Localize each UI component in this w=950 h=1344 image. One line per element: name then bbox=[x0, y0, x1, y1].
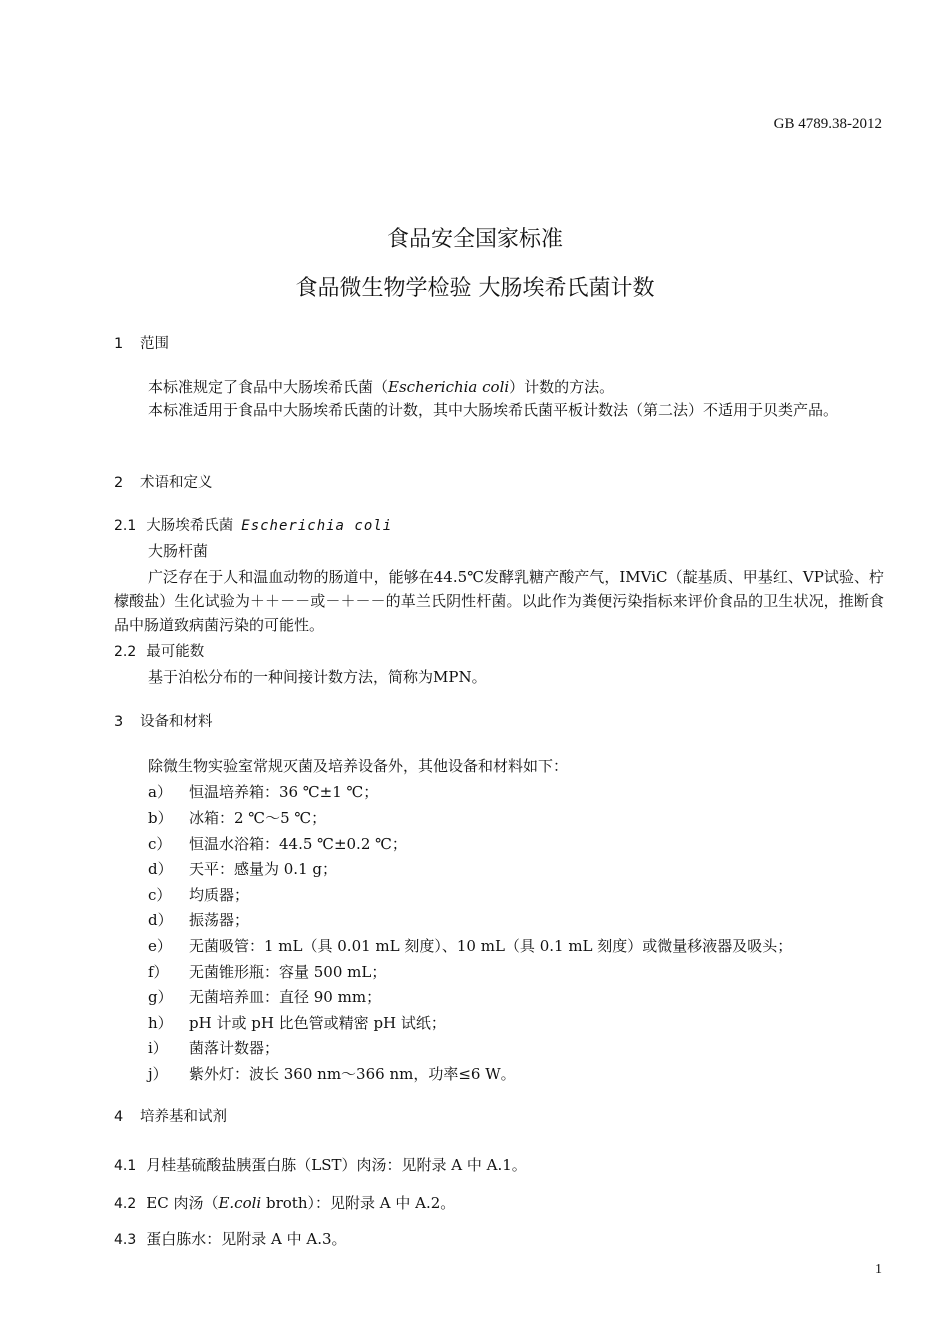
term-2-1-alias: 大肠杆菌 bbox=[148, 542, 209, 560]
item-text: 恒温水浴箱：44.5 ℃±0.2 ℃； bbox=[189, 835, 407, 853]
subsection-number: 2.1 bbox=[114, 518, 137, 534]
latin-name: Escherichia coli bbox=[388, 378, 510, 396]
section-title: 范围 bbox=[140, 336, 169, 352]
section-3-heading bbox=[114, 710, 213, 731]
page-number: 1 bbox=[875, 1262, 882, 1277]
equipment-item bbox=[148, 884, 249, 905]
equipment-item bbox=[148, 986, 381, 1007]
section-title: 设备和材料 bbox=[140, 714, 213, 730]
equipment-item bbox=[148, 858, 337, 879]
item-marker: d） bbox=[148, 860, 173, 878]
equipment-item bbox=[148, 833, 407, 854]
equipment-item bbox=[148, 1037, 279, 1058]
item-text: 振荡器； bbox=[189, 911, 250, 929]
equipment-item bbox=[148, 961, 386, 982]
section-title: 术语和定义 bbox=[140, 475, 213, 491]
subsection-number: 4.2 bbox=[114, 1196, 137, 1212]
term-2-2-heading bbox=[114, 640, 204, 661]
latin-name: E.coli bbox=[218, 1194, 262, 1212]
term-2-1-heading bbox=[114, 514, 392, 535]
term-title: 大肠埃希氏菌 bbox=[146, 518, 234, 534]
subsection-number: 4.1 bbox=[114, 1158, 137, 1174]
equipment-intro: 除微生物实验室常规灭菌及培养设备外，其他设备和材料如下： bbox=[148, 757, 569, 775]
reagent-4-3 bbox=[114, 1228, 347, 1249]
section-number: 3 bbox=[114, 714, 124, 730]
section-4-heading bbox=[114, 1105, 227, 1126]
item-marker: c） bbox=[148, 886, 172, 904]
item-marker: h） bbox=[148, 1014, 173, 1032]
equipment-item bbox=[148, 1012, 446, 1033]
item-marker: a） bbox=[148, 783, 172, 801]
reagent-text: broth）：见附录 A 中 A.2。 bbox=[261, 1194, 456, 1212]
section-title: 培养基和试剂 bbox=[140, 1109, 227, 1125]
item-marker: c） bbox=[148, 835, 172, 853]
item-text: 紫外灯：波长 360 nm～366 nm，功率≤6 W。 bbox=[189, 1065, 516, 1083]
item-marker: d） bbox=[148, 911, 173, 929]
reagent-4-2 bbox=[114, 1192, 455, 1213]
item-text: 冰箱：2 ℃～5 ℃； bbox=[189, 809, 327, 827]
item-marker: j） bbox=[148, 1065, 168, 1083]
item-marker: b） bbox=[148, 809, 173, 827]
item-marker: e） bbox=[148, 937, 172, 955]
item-text: 恒温培养箱：36 ℃±1 ℃； bbox=[189, 783, 379, 801]
item-text: 无菌培养皿：直径 90 mm； bbox=[189, 988, 382, 1006]
item-text: 菌落计数器； bbox=[189, 1039, 280, 1057]
subsection-number: 4.3 bbox=[114, 1232, 137, 1248]
item-text: 无菌锥形瓶：容量 500 mL； bbox=[189, 963, 387, 981]
item-marker: g） bbox=[148, 988, 173, 1006]
item-text: pH 计或 pH 比色管或精密 pH 试纸； bbox=[189, 1014, 446, 1032]
text-run: 本标准规定了食品中大肠埃希氏菌（ bbox=[148, 378, 389, 396]
scope-paragraph-1 bbox=[148, 376, 614, 397]
equipment-item bbox=[148, 935, 792, 956]
reagent-4-1 bbox=[114, 1154, 527, 1175]
item-text: 均质器； bbox=[189, 886, 250, 904]
section-2-heading bbox=[114, 471, 213, 492]
term-2-2-definition: 基于泊松分布的一种间接计数方法，简称为MPN。 bbox=[148, 668, 487, 686]
section-number: 1 bbox=[114, 336, 124, 352]
reagent-text: EC 肉汤（ bbox=[146, 1194, 219, 1212]
document-title: 食品安全国家标准 bbox=[386, 227, 563, 252]
reagent-text: 蛋白胨水：见附录 A 中 A.3。 bbox=[146, 1230, 347, 1248]
item-marker: f） bbox=[148, 963, 169, 981]
term-title: 最可能数 bbox=[146, 644, 205, 660]
subsection-number: 2.2 bbox=[114, 644, 137, 660]
term-2-1-definition: 广泛存在于人和温血动物的肠道中，能够在44.5℃发酵乳糖产酸产气，IMViC（靛基质、甲基红、VP试验、柠檬酸盐）生化试验为＋＋－－或－＋－－的革兰氏阴性杆菌。以此作为粪便污染指标来评价食品的卫生状况，推断食品中肠道致病菌污染的可能性。 bbox=[114, 568, 884, 634]
term-english: Escherichia coli bbox=[241, 518, 393, 534]
text-run: ）计数的方法。 bbox=[509, 378, 615, 396]
reagent-text: 月桂基硫酸盐胰蛋白胨（LST）肉汤：见附录 A 中 A.1。 bbox=[146, 1156, 527, 1174]
equipment-item bbox=[148, 807, 326, 828]
item-text: 天平：感量为 0.1 g； bbox=[189, 860, 337, 878]
equipment-item bbox=[148, 781, 378, 802]
document-subtitle: 食品微生物学检验 大肠埃希氏菌计数 bbox=[295, 276, 655, 301]
equipment-item bbox=[148, 1063, 516, 1084]
section-number: 2 bbox=[114, 475, 124, 491]
standard-code: GB 4789.38-2012 bbox=[773, 116, 882, 132]
item-marker: i） bbox=[148, 1039, 168, 1057]
section-number: 4 bbox=[114, 1109, 124, 1125]
scope-paragraph-2: 本标准适用于食品中大肠埃希氏菌的计数，其中大肠埃希氏菌平板计数法（第二法）不适用于贝类产品。 bbox=[148, 401, 839, 419]
section-1-heading bbox=[114, 332, 169, 353]
item-text: 无菌吸管：1 mL（具 0.01 mL 刻度）、10 mL（具 0.1 mL 刻度）或微量移液器及吸头； bbox=[189, 937, 793, 955]
equipment-item bbox=[148, 909, 249, 930]
